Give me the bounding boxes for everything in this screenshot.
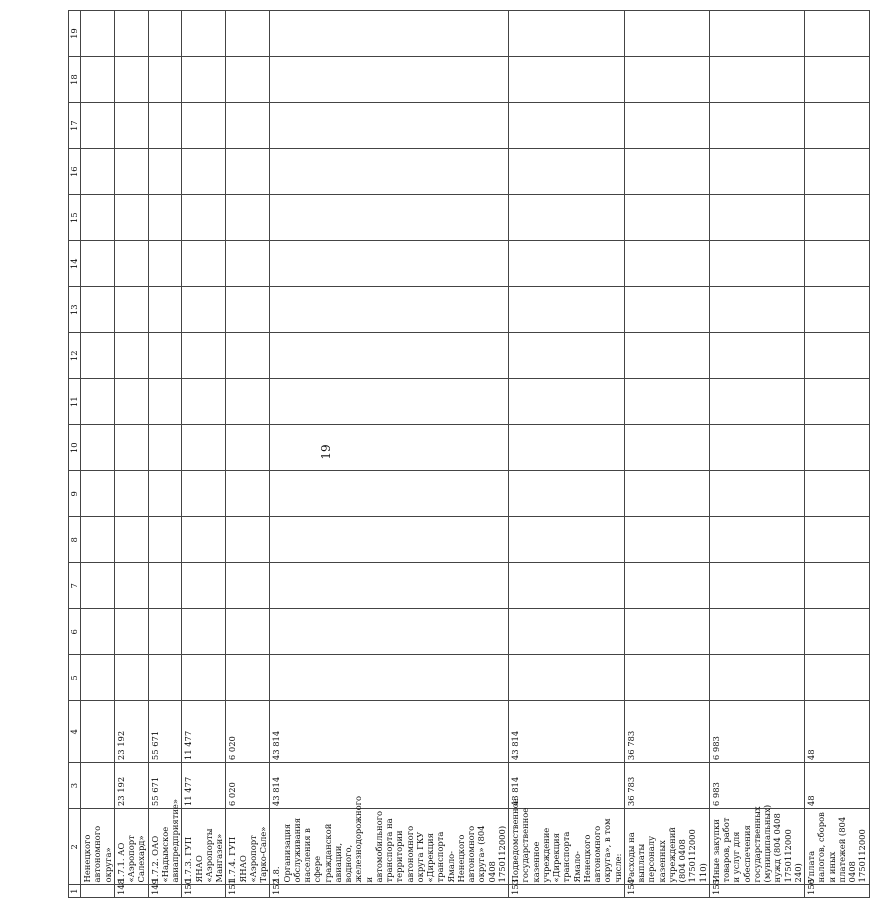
empty-cell [148, 425, 182, 471]
row-name-cell: Иные закупки товаров, работ и услуг для обеспечения государственных (муниципальных) нужд (804 0408 1750112000 240) [709, 809, 804, 885]
column-header: 14 [69, 241, 81, 287]
table-row [509, 11, 625, 898]
value-cell-col4 [81, 701, 115, 763]
row-name-cell: 1.7.3. ГУП ЯНАО «Аэропорты Мангазеи» [182, 809, 226, 885]
value-cell-col3: 36 783 [624, 763, 709, 809]
table-row [148, 11, 182, 898]
empty-cell [509, 563, 625, 609]
empty-cell [81, 241, 115, 287]
empty-cell [624, 11, 709, 57]
empty-cell [226, 11, 270, 57]
value-cell-col4: 6 983 [709, 701, 804, 763]
row-number-cell: 153 [509, 885, 625, 898]
empty-cell [805, 149, 870, 195]
empty-cell [114, 425, 148, 471]
value-cell-col3 [81, 763, 115, 809]
empty-cell [509, 609, 625, 655]
empty-cell [81, 379, 115, 425]
empty-cell [624, 103, 709, 149]
empty-cell [182, 655, 226, 701]
empty-cell [148, 655, 182, 701]
row-number-cell: 148 [114, 885, 148, 898]
rotated-table-container [68, 10, 868, 898]
empty-cell [148, 563, 182, 609]
empty-cell [182, 287, 226, 333]
empty-cell [270, 425, 509, 471]
empty-cell [182, 563, 226, 609]
empty-cell [509, 425, 625, 471]
empty-cell [148, 287, 182, 333]
empty-cell [182, 471, 226, 517]
empty-cell [270, 195, 509, 241]
empty-cell [114, 563, 148, 609]
empty-cell [81, 11, 115, 57]
empty-cell [148, 333, 182, 379]
empty-cell [81, 57, 115, 103]
empty-cell [81, 287, 115, 333]
empty-cell [148, 379, 182, 425]
empty-cell [709, 241, 804, 287]
table-row [182, 11, 226, 898]
table-row [226, 11, 270, 898]
empty-cell [81, 195, 115, 241]
empty-cell [182, 11, 226, 57]
empty-cell [709, 379, 804, 425]
empty-cell [805, 379, 870, 425]
empty-cell [624, 149, 709, 195]
empty-cell [624, 563, 709, 609]
empty-cell [182, 103, 226, 149]
empty-cell [709, 517, 804, 563]
empty-cell [81, 517, 115, 563]
empty-cell [509, 655, 625, 701]
row-number-cell: 156 [805, 885, 870, 898]
empty-cell [270, 379, 509, 425]
empty-cell [709, 471, 804, 517]
empty-cell [226, 333, 270, 379]
empty-cell [270, 11, 509, 57]
empty-cell [182, 57, 226, 103]
empty-cell [114, 57, 148, 103]
empty-cell [148, 11, 182, 57]
empty-cell [509, 103, 625, 149]
empty-cell [805, 425, 870, 471]
value-cell-col3: 23 192 [114, 763, 148, 809]
empty-cell [226, 287, 270, 333]
empty-cell [805, 609, 870, 655]
empty-cell [270, 103, 509, 149]
empty-cell [148, 149, 182, 195]
empty-cell [182, 517, 226, 563]
column-header: 17 [69, 103, 81, 149]
value-cell-col3: 55 671 [148, 763, 182, 809]
row-name-cell: Ненецкого автономного округа» [81, 809, 115, 885]
empty-cell [81, 655, 115, 701]
column-header: 10 [69, 425, 81, 471]
table-row [270, 11, 509, 898]
empty-cell [270, 609, 509, 655]
budget-table [68, 10, 870, 898]
empty-cell [270, 471, 509, 517]
column-header: 1 [69, 885, 81, 898]
empty-cell [81, 425, 115, 471]
empty-cell [226, 103, 270, 149]
empty-cell [805, 563, 870, 609]
row-name-cell: 1.7.2. ОАО «Надымское авиапредприятие» [148, 809, 182, 885]
empty-cell [709, 287, 804, 333]
empty-cell [182, 609, 226, 655]
value-cell-col3: 48 [805, 763, 870, 809]
empty-cell [81, 149, 115, 195]
empty-cell [226, 563, 270, 609]
value-cell-col4: 23 192 [114, 701, 148, 763]
value-cell-col3: 6 983 [709, 763, 804, 809]
empty-cell [114, 195, 148, 241]
row-number-cell: 154 [624, 885, 709, 898]
empty-cell [624, 425, 709, 471]
value-cell-col4: 43 814 [509, 701, 625, 763]
column-header: 12 [69, 333, 81, 379]
column-header: 16 [69, 149, 81, 195]
value-cell-col4: 55 671 [148, 701, 182, 763]
empty-cell [226, 195, 270, 241]
empty-cell [148, 517, 182, 563]
empty-cell [226, 425, 270, 471]
empty-cell [624, 241, 709, 287]
column-header: 7 [69, 563, 81, 609]
empty-cell [270, 563, 509, 609]
empty-cell [805, 11, 870, 57]
empty-cell [270, 241, 509, 287]
value-cell-col3: 6 020 [226, 763, 270, 809]
empty-cell [270, 149, 509, 195]
empty-cell [509, 287, 625, 333]
row-name-cell: Уплата налогов, сборов и иных платежей (804 0408 1750112000 [805, 809, 870, 885]
empty-cell [114, 241, 148, 287]
empty-cell [226, 655, 270, 701]
empty-cell [509, 241, 625, 287]
table-row [709, 11, 804, 898]
empty-cell [114, 149, 148, 195]
empty-cell [624, 609, 709, 655]
empty-cell [81, 609, 115, 655]
column-header: 2 [69, 809, 81, 885]
empty-cell [182, 241, 226, 287]
column-header: 6 [69, 609, 81, 655]
value-cell-col3: 11 477 [182, 763, 226, 809]
empty-cell [509, 11, 625, 57]
empty-cell [624, 379, 709, 425]
empty-cell [624, 333, 709, 379]
row-number-cell [81, 885, 115, 898]
empty-cell [182, 149, 226, 195]
empty-cell [270, 333, 509, 379]
empty-cell [182, 333, 226, 379]
empty-cell [709, 609, 804, 655]
empty-cell [226, 471, 270, 517]
empty-cell [709, 195, 804, 241]
value-cell-col3: 43 814 [270, 763, 509, 809]
empty-cell [624, 287, 709, 333]
empty-cell [182, 425, 226, 471]
empty-cell [709, 655, 804, 701]
empty-cell [81, 103, 115, 149]
empty-cell [709, 57, 804, 103]
column-header: 19 [69, 11, 81, 57]
empty-cell [148, 57, 182, 103]
row-number-cell: 151 [226, 885, 270, 898]
empty-cell [270, 287, 509, 333]
empty-cell [509, 471, 625, 517]
empty-cell [805, 655, 870, 701]
empty-cell [709, 333, 804, 379]
column-number-row [69, 11, 81, 898]
column-header: 8 [69, 517, 81, 563]
empty-cell [114, 287, 148, 333]
empty-cell [81, 563, 115, 609]
value-cell-col4: 43 814 [270, 701, 509, 763]
value-cell-col4: 48 [805, 701, 870, 763]
empty-cell [226, 517, 270, 563]
empty-cell [114, 379, 148, 425]
empty-cell [114, 11, 148, 57]
column-header: 4 [69, 701, 81, 763]
row-name-cell: 1.7.4. ГУП ЯНАО «Аэропорт Тарко-Сале» [226, 809, 270, 885]
table-row [81, 11, 115, 898]
empty-cell [226, 149, 270, 195]
empty-cell [805, 471, 870, 517]
table-row [805, 11, 870, 898]
row-number-cell: 150 [182, 885, 226, 898]
empty-cell [81, 333, 115, 379]
empty-cell [709, 103, 804, 149]
empty-cell [226, 241, 270, 287]
value-cell-col4: 6 020 [226, 701, 270, 763]
empty-cell [509, 149, 625, 195]
column-header: 18 [69, 57, 81, 103]
empty-cell [226, 609, 270, 655]
empty-cell [270, 655, 509, 701]
empty-cell [114, 333, 148, 379]
empty-cell [805, 333, 870, 379]
empty-cell [114, 517, 148, 563]
empty-cell [114, 471, 148, 517]
empty-cell [114, 655, 148, 701]
empty-cell [805, 103, 870, 149]
empty-cell [148, 609, 182, 655]
table-row [114, 11, 148, 898]
empty-cell [509, 57, 625, 103]
column-header: 9 [69, 471, 81, 517]
column-header: 5 [69, 655, 81, 701]
empty-cell [624, 655, 709, 701]
empty-cell [509, 195, 625, 241]
empty-cell [509, 333, 625, 379]
empty-cell [709, 563, 804, 609]
empty-cell [270, 57, 509, 103]
empty-cell [226, 57, 270, 103]
empty-cell [805, 287, 870, 333]
empty-cell [709, 11, 804, 57]
value-cell-col4: 11 477 [182, 701, 226, 763]
empty-cell [624, 195, 709, 241]
empty-cell [148, 195, 182, 241]
empty-cell [148, 241, 182, 287]
empty-cell [805, 241, 870, 287]
empty-cell [148, 103, 182, 149]
empty-cell [624, 57, 709, 103]
empty-cell [509, 379, 625, 425]
empty-cell [709, 149, 804, 195]
empty-cell [148, 471, 182, 517]
empty-cell [805, 57, 870, 103]
empty-cell [624, 471, 709, 517]
empty-cell [182, 379, 226, 425]
empty-cell [226, 379, 270, 425]
row-name-cell: Расходы на выплаты персоналу казенных учреждений (804 0408 1750112000 110) [624, 809, 709, 885]
column-header: 11 [69, 379, 81, 425]
value-cell-col3: 43 814 [509, 763, 625, 809]
column-header: 13 [69, 287, 81, 333]
empty-cell [114, 103, 148, 149]
empty-cell [805, 195, 870, 241]
row-number-cell: 155 [709, 885, 804, 898]
column-header: 15 [69, 195, 81, 241]
table-row [624, 11, 709, 898]
empty-cell [709, 425, 804, 471]
empty-cell [805, 517, 870, 563]
row-name-cell: 1.8. Организация обслуживания населения в сфере гражданской авиации, водного, железнодорожного и автомобильного транспорта на территории автономного округа ГКУ «Дирекция транспорта Ямало-Ненецкого автономного округа» (804 0408 1750112000) [270, 809, 509, 885]
empty-cell [182, 195, 226, 241]
column-header: 3 [69, 763, 81, 809]
row-name-cell: 1.7.1. АО «Аэропорт Салехард» [114, 809, 148, 885]
empty-cell [114, 609, 148, 655]
row-number-cell: 149 [148, 885, 182, 898]
empty-cell [81, 471, 115, 517]
row-name-cell: Подведомственное государственное казенное учреждение «Дирекция транспорта Ямало-Ненецкого автономного округа», в том числе: [509, 809, 625, 885]
empty-cell [509, 517, 625, 563]
value-cell-col4: 36 783 [624, 701, 709, 763]
row-number-cell: 152 [270, 885, 509, 898]
page-number: 19 [319, 444, 333, 460]
empty-cell [624, 517, 709, 563]
empty-cell [270, 517, 509, 563]
